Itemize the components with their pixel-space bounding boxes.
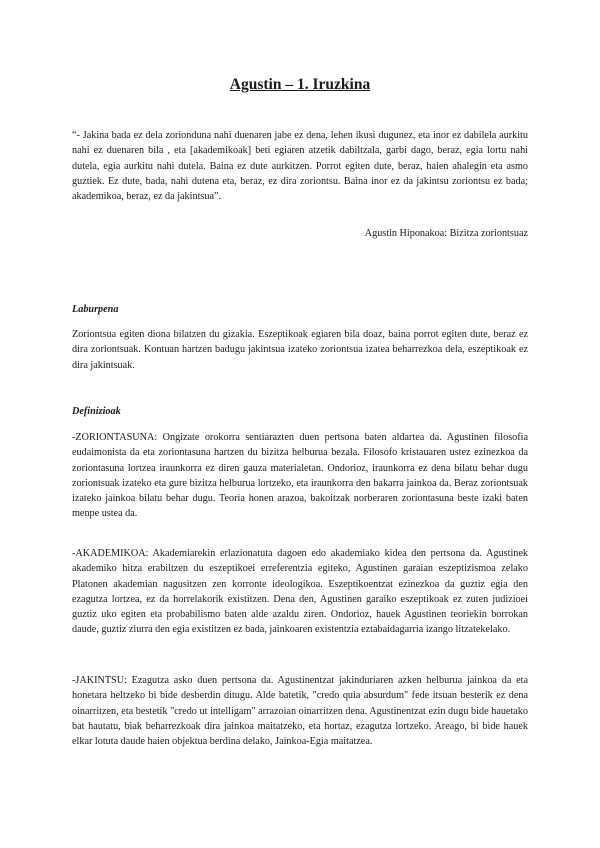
summary-text: Zoriontsua egiten diona bilatzen du gizakia. Eszeptikoak egiaren bila doaz, baina porrot egiten dute, beraz ez dira zoriontsuak. Kontuan hartzen badugu jakintsua izateko zoriontsua izatea beharrezkoa dela, eszeptikoak ez dira jakintsuak. — [72, 329, 528, 371]
document-title: Agustin – 1. Iruzkina — [229, 76, 371, 93]
summary-heading: Laburpena — [72, 304, 119, 315]
quote-source: Agustin Hiponakoa: Bizitza zoriontsuaz — [364, 228, 528, 239]
opening-quote: “- Jakina bada ez dela zorionduna nahi duenaren jabe ez dena, lehen ikusi dugunez, eta inor ez dabilela aurkitu nahi ez duenaren bila , eta [akademikoak] beti egiaren atzetik dabiltzala, garbi dago, beraz, egia lortu nahi dutela, egia aurkitu nahi dutela. Baina ez dute aurkitzen. Porrot egiten dute, beraz, haien ahalegin eta asmo guztiek. Ez dute, bada, nahi dutena eta, beraz, ez dira zoriontsu. Baina inor ez da jakintsu zoriontsu ez bada; akademikoa, beraz, ez da jakintsua”. — [72, 130, 528, 203]
definition-zoriontasuna: -ZORIONTASUNA: Ongizate orokorra sentiarazten duen pertsona baten aldartea da. Agustinen filosofia eudaimonista da eta zoriontasuna hartzen du bizitza helburua bezala. Filosofo kristauaren ustez ezinezkoa da zoriontasuna lortzea iraunkorra ez diren gauza materialetan. Ondorioz, iraunkorra ez dena bilatu behar dugu zoriontsuak izateko eta gure bizitza helburua lortzeko, eta iraunkorra den bakarra jainkoa da. Beraz zoriontsuak izateko jainkoa bilatu behar dugu. Teoria honen arazoa, bakoitzak norberaren zoriontasuna beste izaki baten menpe ustea da. — [72, 432, 528, 520]
definition-akademikoa: -AKADEMIKOA: Akademiarekin erlazionatuta dagoen edo akademiako kidea den pertsona da. Agustinek akademiko hitza erabiltzen du eszeptikoei erreferentzia egiteko, Agustinen garaian eszeptizismoa zelako Platonen akademian nagusitzen zen korronte ideologikoa. Eszeptikoentzat ezinezkoa da guztiz egia den ezagutza lortzea, ez da horrelakorik existitzen. Dena den, Agustinen garaiko eszeptikoak ez zuten judizioei guztiz uko egiten eta probabilismo baten alde azaldu ziren. Ondorioz, hauek Agustinen teoriekin borrokan daude, guztiz ziurra den egia existitzen ez bada, jainkoaren existentzia eztabaidagarria izango litzatekelako. — [72, 548, 528, 636]
definition-jakintsu: -JAKINTSU: Ezagutza asko duen pertsona da. Agustinentzat jakinduriaren azken helburua jainkoa da eta honetara heltzeko bi bide desberdin ditugu. Alde batetik, "credo quia absurdum" fede itsuan besterik ez dena oinarritzen, eta bestetik "credo ut intelligam" arrazoian oinarritzen dena. Agustinentzat ezin dugu bide hauetako bat hautatu, biak beharrezkoak dira jainkoa maitatzeko, eta hortaz, ezagutza lortzeko. Areago, bi bide hauek elkar lotuta daude haien objektua berdina delako, Jainkoa-Egia maitatzea. — [72, 675, 528, 748]
definitions-heading: Definizioak — [72, 406, 121, 417]
